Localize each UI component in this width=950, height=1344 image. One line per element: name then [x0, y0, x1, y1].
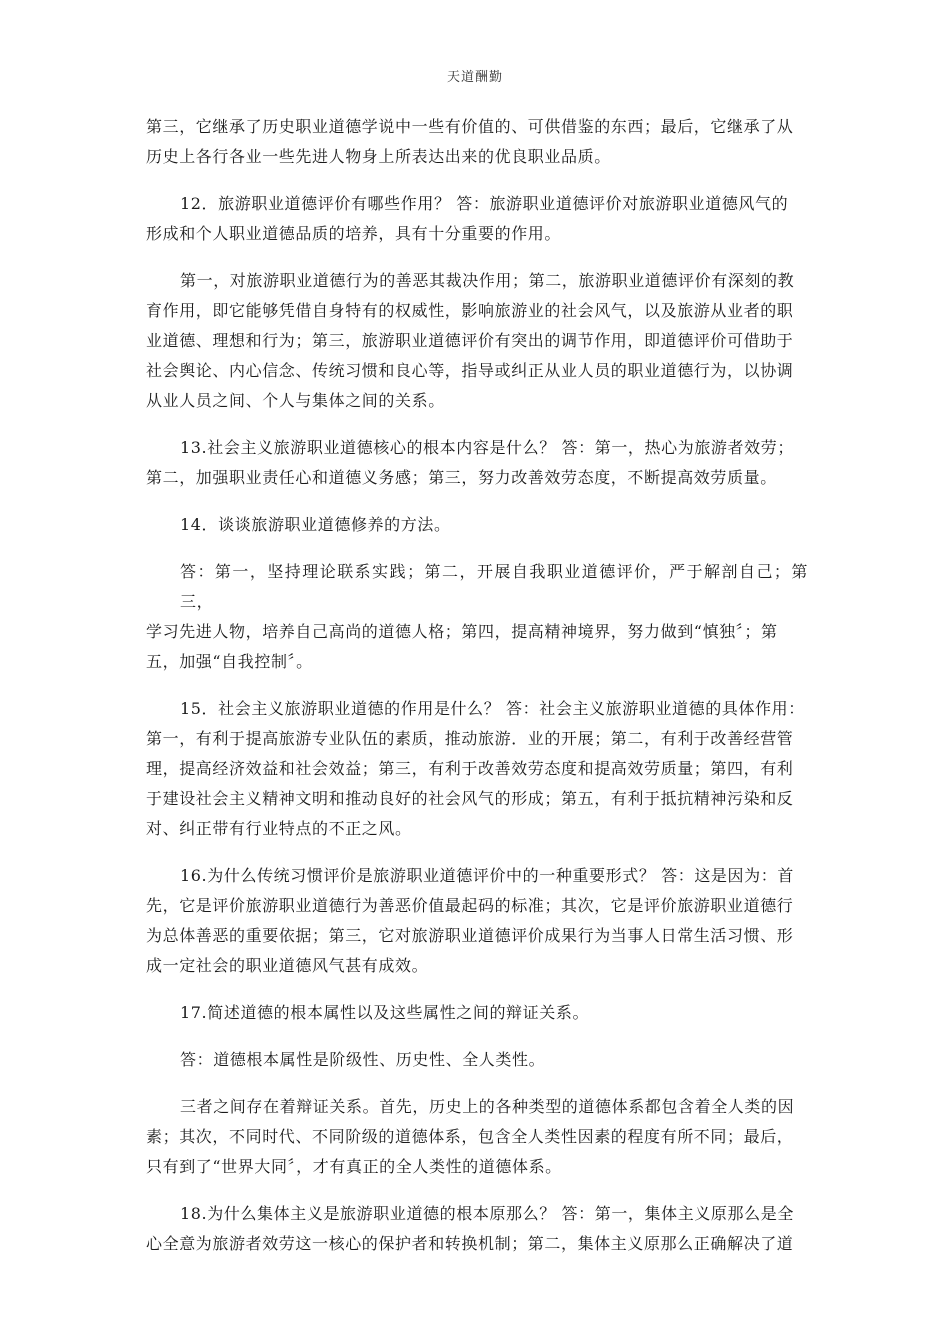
paragraph [146, 998, 808, 1028]
text-line: 第三，它继承了历史职业道德学说中一些有价值的、可供借鉴的东西；最后，它继承了从 [146, 117, 794, 136]
text-line: 成一定社会的职业道德风气甚有成效。 [146, 956, 429, 975]
text-line: 业道德、理想和行为；第三，旅游职业道德评价有突出的调节作用，即道德评价可借助于 [146, 331, 794, 350]
text-line: 育作用，即它能够凭借自身特有的权威性，影响旅游业的社会风气，以及旅游从业者的职 [146, 301, 794, 320]
text-line: 先，它是评价旅游职业道德行为善恶价值最起码的标准；其次，它是评价旅游职业道德行 [146, 896, 794, 915]
text-line: 13.社会主义旅游职业道德核心的根本内容是什么？ 答：第一，热心为旅游者效劳； [180, 438, 794, 457]
paragraph [146, 266, 808, 416]
text-line: 第一，对旅游职业道德行为的善恶其裁决作用；第二，旅游职业道德评价有深刻的教 [180, 271, 795, 290]
paragraph [146, 1092, 808, 1182]
text-line: 社会舆论、内心信念、传统习惯和良心等，指导或纠正从业人员的职业道德行为，以协调 [146, 361, 794, 380]
text-line: 学习先进人物，培养自己高尚的道德人格；第四，提高精神境界，努力做到“慎独〞；第 [146, 622, 778, 641]
paragraph [146, 189, 808, 249]
text-line: 17.简述道德的根本属性以及这些属性之间的辩证关系。 [180, 1003, 590, 1022]
text-line: 12．旅游职业道德评价有哪些作用？ 答：旅游职业道德评价对旅游职业道德风气的 [180, 194, 789, 213]
text-line: 第二，加强职业责任心和道德义务感；第三，努力改善效劳态度，不断提高效劳质量。 [146, 468, 777, 487]
text-line: 18.为什么集体主义是旅游职业道德的根本原那么？ 答：第一，集体主义原那么是全 [180, 1204, 794, 1223]
text-line: 从业人员之间、个人与集体之间的关系。 [146, 391, 445, 410]
text-line: 只有到了“世界大同〞，才有真正的全人类性的道德体系。 [146, 1157, 562, 1176]
text-line: 为总体善恶的重要依据；第三，它对旅游职业道德评价成果行为当事人日常生活习惯、形 [146, 926, 794, 945]
paragraph [146, 510, 808, 540]
text-line: 素；其次，不同时代、不同阶级的道德体系，包含全人类性因素的程度有所不同；最后， [146, 1127, 794, 1146]
paragraph [146, 433, 808, 493]
paragraph [146, 112, 808, 172]
text-line: 14．谈谈旅游职业道德修养的方法。 [180, 515, 451, 534]
text-line: 心全意为旅游者效劳这一核心的保护者和转换机制；第二，集体主义原那么正确解决了道 [146, 1234, 794, 1253]
text-line: 于建设社会主义精神文明和推动良好的社会风气的形成；第五，有利于抵抗精神污染和反 [146, 789, 794, 808]
text-line: 三者之间存在着辩证关系。首先，历史上的各种类型的道德体系都包含着全人类的因 [180, 1097, 795, 1116]
text-line: 16.为什么传统习惯评价是旅游职业道德评价中的一种重要形式？ 答：这是因为：首 [180, 866, 794, 885]
text-line: 第一，有利于提高旅游专业队伍的素质，推动旅游．业的开展；第二，有利于改善经营管 [146, 729, 794, 748]
text-line: 答：第一，坚持理论联系实践；第二，开展自我职业道德评价，严于解剖自己；第三， [180, 562, 808, 611]
page-header: 天道酬勤 [446, 70, 503, 85]
text-line: 历史上各行各业一些先进人物身上所表达出来的优良职业品质。 [146, 147, 611, 166]
paragraph [146, 861, 808, 981]
text-line: 15．社会主义旅游职业道德的作用是什么？ 答：社会主义旅游职业道德的具体作用： [180, 699, 805, 718]
paragraph [146, 1199, 808, 1259]
document-body [146, 112, 808, 1276]
text-line: 理，提高经济效益和社会效益；第三，有利于改善效劳态度和提高效劳质量；第四，有利 [146, 759, 794, 778]
text-line: 答：道德根本属性是阶级性、历史性、全人类性。 [180, 1050, 546, 1069]
text-line: 五，加强“自我控制〞。 [146, 652, 313, 671]
paragraph [146, 1045, 808, 1075]
text-line: 对、纠正带有行业特点的不正之风。 [146, 819, 412, 838]
text-line: 形成和个人职业道德品质的培养，具有十分重要的作用。 [146, 224, 562, 243]
paragraph [146, 557, 808, 677]
paragraph [146, 694, 808, 844]
